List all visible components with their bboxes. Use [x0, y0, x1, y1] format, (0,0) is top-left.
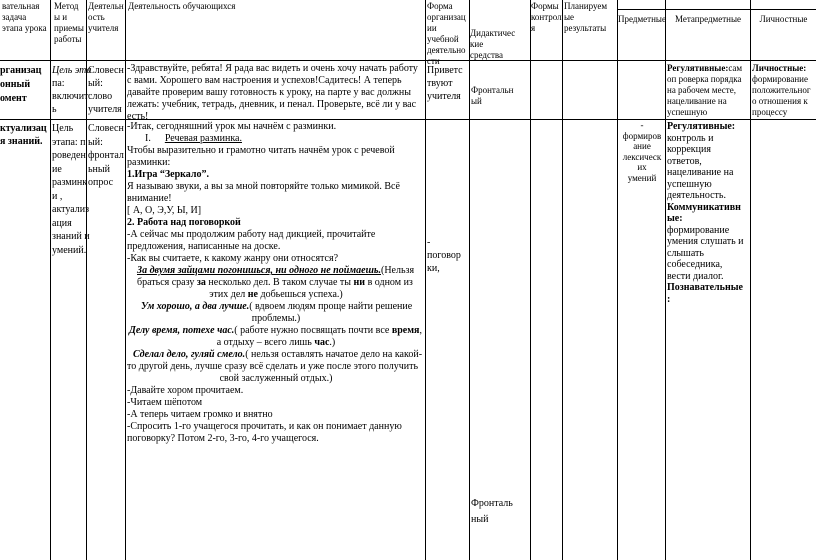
row1-task-line: рганизац	[0, 65, 42, 76]
activity-fragment: а отдыху – всего лишь	[216, 337, 315, 348]
row2-org-line: поговор	[427, 250, 461, 261]
row1-teacher-line: ый:	[88, 78, 103, 89]
header-personal-text: Личностные	[759, 14, 808, 24]
row2-didactic	[471, 496, 530, 526]
activity-fragment: этих дел	[209, 289, 248, 300]
header-control	[531, 1, 562, 41]
activity-line: -Давайте хором прочитаем.	[127, 385, 244, 396]
header-org-form	[427, 1, 469, 66]
row2-methods-line: Цель	[52, 123, 74, 134]
row2-meta-line: слышать	[667, 247, 704, 259]
grid-line	[425, 0, 426, 560]
activity-fragment: в одном из	[365, 277, 413, 288]
activity-line: -А сейчас мы продолжим работу над дикцией, прочитайте	[127, 229, 376, 240]
header-methods-line: ы и	[54, 12, 68, 22]
row2-methods-line: роведен	[52, 150, 86, 161]
row1-meta-title: Регулятивные:	[667, 63, 729, 73]
proverb-4: Сделал дело, гуляй смело.	[133, 349, 246, 360]
header-personal	[751, 14, 816, 27]
row1-activity-line: есть!	[127, 111, 149, 122]
header-task	[2, 1, 49, 59]
activity-line: -Итак, сегодняшний урок мы начнём с разминки.	[127, 121, 337, 132]
header-org-line: Форма	[427, 1, 453, 11]
header-control-line: Формы	[531, 1, 559, 11]
header-control-line: контрол	[531, 12, 562, 22]
row1-activity-line: с вами. Хорошего вам настроения и успехов!Садитесь! А теперь	[127, 75, 402, 86]
activity-line: проблемы.)	[251, 313, 301, 324]
grid-line	[86, 0, 87, 560]
row2-meta-line: вести диалог.	[667, 270, 724, 282]
row2-task-line: я знаний.	[0, 136, 43, 147]
activity-line: поговорку? Потом 2-го, 3-го, 4-го учащегося.	[127, 433, 319, 444]
row2-methods-line: умений.	[52, 244, 87, 256]
grid-line	[0, 60, 816, 61]
proverb-3: Делу время, потехе час.	[129, 325, 235, 336]
row2-meta-line: ые:	[667, 213, 683, 224]
row1-methods-line: па:	[52, 78, 65, 89]
activity-num: I.	[145, 133, 151, 144]
row1-methods-line: включит	[52, 91, 89, 102]
activity-line	[127, 265, 425, 277]
activity-line	[127, 289, 425, 301]
activity-line: -Читаем шёпотом	[127, 397, 203, 408]
row1-teacher-line: Словесн	[88, 65, 124, 76]
activity-line: -Как вы считаете, к какому жанру они относятся?	[127, 253, 339, 264]
grid-line	[50, 0, 51, 560]
row2-methods-line: этапа: п	[52, 136, 86, 148]
activity-fragment: добьешься успеха.)	[258, 289, 343, 300]
row2-metasubject	[667, 121, 750, 311]
row1-activity-line: давайте проверим вашу готовность к уроку, на парте у вас должны	[127, 87, 411, 98]
row1-task-line: онный	[0, 79, 31, 90]
row2-subject-line: их	[637, 162, 647, 172]
row2-meta-line: успешную	[667, 178, 712, 190]
row2-activity	[127, 121, 425, 444]
header-planned	[564, 1, 617, 41]
header-task-line: вательная	[2, 1, 40, 11]
row2-org	[427, 236, 469, 276]
proverb-1-explanation: (Нельзя	[381, 265, 415, 276]
activity-fragment: браться сразу	[137, 277, 197, 288]
row1-didactic	[471, 85, 530, 115]
header-org-line: организац	[427, 12, 466, 22]
header-org-line: деятельно	[427, 45, 466, 55]
header-task-line: задача	[2, 12, 27, 22]
row2-meta-line: коррекция	[667, 144, 711, 155]
row2-meta-line: :	[667, 293, 671, 305]
header-org-line: сти	[427, 56, 440, 66]
activity-line: 2. Работа над поговоркой	[127, 217, 241, 228]
header-planned-line: Планируем	[564, 1, 608, 11]
row2-teacher-line: фронтал	[88, 150, 124, 161]
row1-org	[427, 64, 469, 118]
activity-fragment: час	[314, 337, 330, 348]
row2-didactic-line: Фронталь	[471, 498, 513, 509]
row1-didactic-line: Фронтальн	[471, 85, 514, 95]
row2-meta-line: Познавательные	[667, 282, 743, 293]
proverb-4-explanation: ( нельзя оставлять начатое дело на какой-	[245, 349, 423, 360]
row1-personal	[752, 63, 815, 119]
row1-task	[0, 64, 50, 118]
row2-didactic-line: ный	[471, 514, 489, 525]
header-didactic-line: Дидактичес	[470, 28, 516, 38]
header-task-line: этапа урока	[2, 23, 47, 33]
header-control-line: я	[531, 23, 536, 33]
grid-line	[750, 0, 751, 560]
header-didactic-line: средства	[470, 50, 504, 60]
row2-methods-line: ие	[52, 163, 62, 175]
row1-activity	[127, 63, 425, 122]
header-org-line: учебной	[427, 34, 459, 44]
activity-line: Чтобы выразительно и грамотно читать начнём урок с речевой	[127, 145, 395, 156]
row1-personal-text: формирование положительног о отношения к процессу	[752, 74, 811, 117]
row2-meta-line: собеседника,	[667, 259, 723, 270]
row2-meta-line: ответов,	[667, 155, 702, 167]
row2-teacher-line: ый:	[88, 136, 103, 148]
activity-heading: Речевая разминка.	[164, 133, 242, 144]
row1-didactic-line: ый	[471, 96, 482, 106]
proverb-1: За двумя зайцами погонишься, ни одного не поймаешь.	[137, 265, 381, 276]
header-subject-text: Предметные	[618, 14, 666, 24]
row2-methods-line: разминк	[52, 177, 88, 188]
row2-meta-line: Регулятивные:	[667, 121, 736, 132]
grid-line	[469, 0, 470, 560]
activity-fragment: время	[391, 325, 420, 336]
row1-methods	[52, 64, 92, 118]
activity-line	[127, 349, 425, 361]
row1-teacher-line: учителя	[88, 104, 122, 115]
activity-line: внимание!	[127, 193, 172, 204]
activity-fragment: .)	[329, 337, 336, 348]
row1-activity-line: -Здравствуйте, ребята! Я рада вас видеть и очень хочу начать работу	[127, 63, 418, 74]
header-org-line: ии	[427, 23, 437, 33]
header-methods-line: работы	[54, 34, 82, 44]
row2-subject-line: формиров	[622, 130, 662, 141]
header-metasubject	[666, 14, 750, 27]
row2-methods-line: знаний и	[52, 231, 90, 242]
activity-line: -А теперь читаем громко и внятно	[127, 409, 273, 420]
row2-org-line: ки,	[427, 263, 440, 274]
header-teacher-activity	[88, 1, 125, 59]
row2-meta-line: умения слушать и	[667, 236, 744, 247]
activity-fragment: ,	[419, 325, 422, 336]
row2-meta-line: контроль и	[667, 132, 714, 144]
row1-meta-text: сам оп роверка порядка на рабочем месте, нацеливание на успешную	[667, 63, 743, 117]
header-teacher-line: ость	[88, 12, 105, 22]
proverb-2: Ум хорошо, а два лучше.	[141, 301, 250, 312]
row2-subject-line: -	[640, 120, 644, 130]
row2-meta-line: Коммуникативн	[667, 201, 741, 213]
activity-line: предложения, написанные на доске.	[127, 241, 281, 252]
row1-metasubject	[667, 63, 749, 119]
row2-meta-line: формирование	[667, 224, 730, 236]
activity-fragment: не	[247, 289, 258, 300]
activity-line	[127, 301, 425, 313]
activity-line: 1.Игра “Зеркало”.	[127, 169, 209, 180]
activity-line: [ А, О, Э,У, Ы, И]	[127, 205, 202, 216]
row2-teacher-line: ьный	[88, 163, 110, 175]
row1-task-line: омент	[0, 93, 27, 104]
grid-line	[665, 0, 666, 560]
row1-methods-line: ь	[52, 104, 57, 115]
row2-methods-line: ация	[52, 217, 72, 229]
grid-line	[617, 0, 618, 560]
row1-methods-line: Цель эта	[52, 65, 92, 76]
activity-fragment: ни	[353, 277, 366, 288]
activity-line	[127, 133, 425, 145]
row1-personal-title: Личностные:	[752, 63, 807, 73]
row1-teacher-line: слово	[88, 91, 113, 102]
activity-line: -Спросить 1-го учащегося прочитать, и как он понимает данную	[127, 421, 402, 432]
header-metasubject-text: Метапредметные	[674, 14, 742, 24]
header-didactic	[470, 28, 530, 59]
header-planned-line: ые	[564, 12, 575, 22]
header-subject	[618, 14, 665, 27]
row2-meta-line: деятельность.	[667, 190, 726, 201]
header-teacher-line: учителя	[88, 23, 119, 33]
header-planned-line: результаты	[564, 23, 607, 33]
grid-line	[125, 0, 126, 560]
row2-teacher-line: Словесн	[88, 123, 124, 134]
row2-subject	[618, 120, 666, 184]
row1-org-line: Приветс	[427, 65, 463, 76]
row2-subject-line: ание	[633, 141, 651, 151]
row2-methods-line: и ,	[52, 190, 63, 202]
row1-org-line: твуют	[427, 78, 453, 89]
activity-line	[127, 325, 425, 337]
activity-line	[127, 277, 425, 289]
row2-teacher	[88, 122, 125, 192]
row2-org-line: -	[427, 237, 431, 248]
header-methods-line: приемы	[54, 23, 84, 33]
row1-org-line: учителя	[427, 91, 461, 102]
header-methods	[54, 1, 86, 59]
activity-fragment: за	[196, 277, 206, 288]
row1-activity-line: лежать: учебник, тетрадь, дневник, и пенал. Проверьте, всё ли у вас	[127, 99, 417, 110]
activity-fragment: ( работе нужно посвящать почти все	[234, 325, 392, 336]
header-student-activity	[128, 1, 418, 15]
row1-teacher	[88, 64, 125, 118]
activity-line: то другой день, лучше сразу всё сделать и уже после этого получить	[127, 361, 419, 372]
grid-line	[617, 9, 816, 10]
header-didactic-line: кие	[470, 39, 484, 49]
activity-fragment: несколько дел. В таком случае ты	[205, 277, 354, 288]
activity-line: разминки:	[127, 157, 171, 168]
grid-line	[562, 0, 563, 560]
row2-task	[0, 122, 50, 152]
activity-line: свой заслуженный отдых.)	[219, 373, 333, 384]
row2-methods-line: актуализ	[52, 204, 90, 215]
row2-task-line: ктуализац	[0, 123, 47, 134]
row2-methods	[52, 122, 90, 262]
grid-line	[530, 0, 531, 560]
header-student-activity-text: Деятельность обучающихся	[128, 1, 236, 11]
proverb-2-explanation: ( вдвоем людям проще найти решение	[249, 301, 413, 312]
header-methods-line: Метод	[54, 1, 79, 11]
row2-meta-line: нацеливание на	[667, 167, 734, 178]
row2-teacher-line: опрос	[88, 177, 114, 188]
activity-line	[127, 337, 425, 349]
row2-subject-line: лексическ	[622, 151, 662, 162]
header-teacher-line: Деятельн	[88, 1, 124, 11]
row2-subject-line: умений	[627, 172, 657, 183]
activity-line: Я называю звуки, а вы за мной повторяйте только мимикой. Всё	[127, 181, 400, 192]
